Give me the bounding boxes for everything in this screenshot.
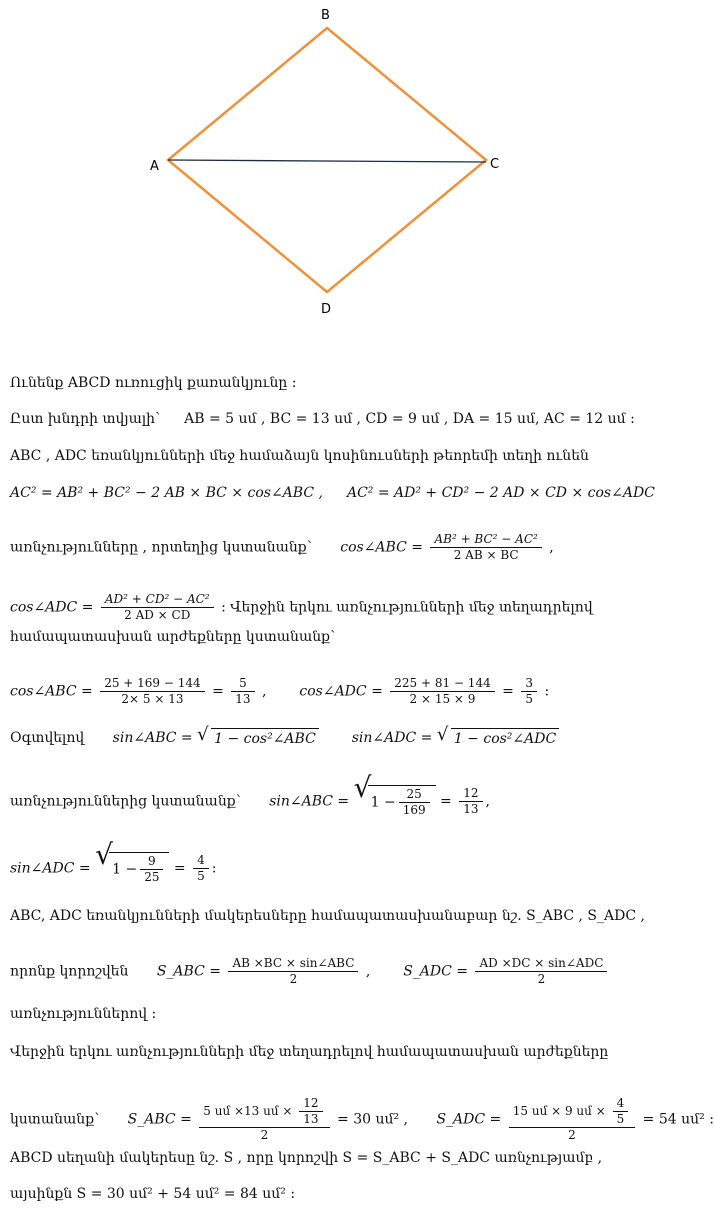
line-total-area-result: այսինքն S = 30 սմ² + 54 սմ² = 84 սմ² : — [10, 1186, 296, 1202]
root-sin-adc: √ 1 − cos²∠ADC — [437, 728, 559, 748]
root-sin-adc-calc: √ 1 − $\frac{9}{25}$ — [95, 852, 169, 885]
line-cos-adc-formula: cos∠ADC = $\frac{\text{AD² + CD² − AC²}}{2 AD \times CD}$ : Վերջին երկու առնչությունների մեջ տեղադրելով — [10, 592, 593, 622]
vertex-label-b: B — [321, 8, 330, 23]
fraction-area-abc-calc: 5 սմ ×13 սմ × $\frac{12}{13}$ 2 — [199, 1096, 329, 1143]
line-cosine-theorem: ABC , ADC եռանկյունների մեջ համաձայն կոսինուսների թեորեմի տեղի ունեն — [10, 448, 589, 464]
fraction-cos-abc-calc: $\frac{25 + 169 - 144}{2\times 5 \times 13}$ — [100, 676, 204, 707]
line-substituting: համապատասխան արժեքները կստանանք՝ — [10, 629, 336, 645]
line-total-area-definition: ABCD սեղանի մակերեսը նշ. S , որը կորոշվի S = S_ABC + S_ADC առնչությամբ , — [10, 1150, 603, 1166]
line-areas-notation: ABC, ADC եռանկյունների մակերեսները համապատասխանաբար նշ. S_ABC , S_ADC , — [10, 908, 645, 924]
root-sin-abc: √ 1 − cos²∠ABC — [197, 728, 319, 748]
line-area-values: կստանանք՝ S_ABC = 5 սմ ×13 սմ × $\frac{12}{13}$ 2 = 30 սմ² , S_ADC = 15 սմ × 9 սմ × $\frac{4}{5}$ 2 = 54 սմ² : — [10, 1096, 714, 1142]
fraction-cos-abc: $\frac{\text{AB² + BC² − AC²}}{2 AB \times BC}$ — [430, 532, 541, 563]
fraction-cos-adc-calc: $\frac{225 + 81 - 144}{2 \times 15 \times 9}$ — [390, 676, 494, 707]
fraction-cos-adc-value: $\frac{3}{5}$ — [521, 676, 537, 707]
line-sin-adc-value: sin∠ADC = √ 1 − $\frac{9}{25}$ = $\frac{4}{5}$ : — [10, 838, 217, 884]
fraction-sin-adc-value: $\frac{4}{5}$ — [193, 853, 209, 884]
line-relations: առնչություններով : — [10, 1006, 157, 1022]
fraction-cos-abc-value: $\frac{5}{13}$ — [231, 676, 254, 707]
line-given-sides: Ըստ խնդրի տվյալի՝ AB = 5 սմ , BC = 13 սմ , CD = 9 սմ , DA = 15 սմ, AC = 12 սմ : — [10, 411, 635, 427]
root-sin-abc-calc: √ 1 − $\frac{25}{169}$ — [354, 785, 436, 818]
line-sin-identities: Օգտվելով sin∠ABC = √ 1 − cos²∠ABC sin∠ADC = √ 1 − cos²∠ADC — [10, 728, 559, 748]
vertex-label-a: A — [150, 159, 159, 174]
line-substitute-values: Վերջին երկու առնչությունների մեջ տեղադրելով համապատասխան արժեքները — [10, 1044, 609, 1060]
fraction-area-abc: AB ×BC × sin∠ABC 2 — [228, 956, 358, 987]
quadrilateral-figure — [0, 0, 706, 330]
line-given-quadrilateral: Ունենք ABCD ուռուցիկ քառանկյունը : — [10, 375, 297, 391]
fraction-sin-abc-value: $\frac{12}{13}$ — [459, 786, 482, 817]
diagonal-ac — [168, 160, 486, 162]
line-cosine-equations: AC² = AB² + BC² − 2 AB × BC × cos∠ABC , AC² = AD² + CD² − 2 AD × CD × cos∠ADC — [10, 485, 655, 501]
vertex-label-d: D — [321, 302, 332, 317]
line-cos-values: cos∠ABC = $\frac{25 + 169 - 144}{2\times 5 \times 13}$ = $\frac{5}{13}$ , cos∠ADC = $\frac{225 + 81 - 144}{2 \times 15 \times 9}$ = $\frac{3}{5}$ : — [10, 676, 550, 706]
fraction-area-adc-calc: 15 սմ × 9 սմ × $\frac{4}{5}$ 2 — [509, 1096, 635, 1143]
fraction-area-adc: AD ×DC × sin∠ADC 2 — [475, 956, 607, 987]
fraction-cos-adc: $\frac{\text{AD² + CD² − AC²}}{2 AD \times CD}$ — [101, 592, 214, 623]
line-cos-abc-formula: առնչությունները , որտեղից կստանանք՝ cos∠ABC = $\frac{\text{AB² + BC² − AC²}}{2 AB \times BC}$ , — [10, 532, 554, 562]
line-area-formulas: որոնք կորոշվեն S_ABC = AB ×BC × sin∠ABC 2 , S_ADC = AD ×DC × sin∠ADC 2 — [10, 956, 610, 987]
line-sin-abc-value: առնչություններից կստանանք՝ sin∠ABC = √ 1 − $\frac{25}{169}$ = $\frac{12}{13}$ , — [10, 771, 490, 817]
vertex-label-c: C — [490, 157, 500, 172]
